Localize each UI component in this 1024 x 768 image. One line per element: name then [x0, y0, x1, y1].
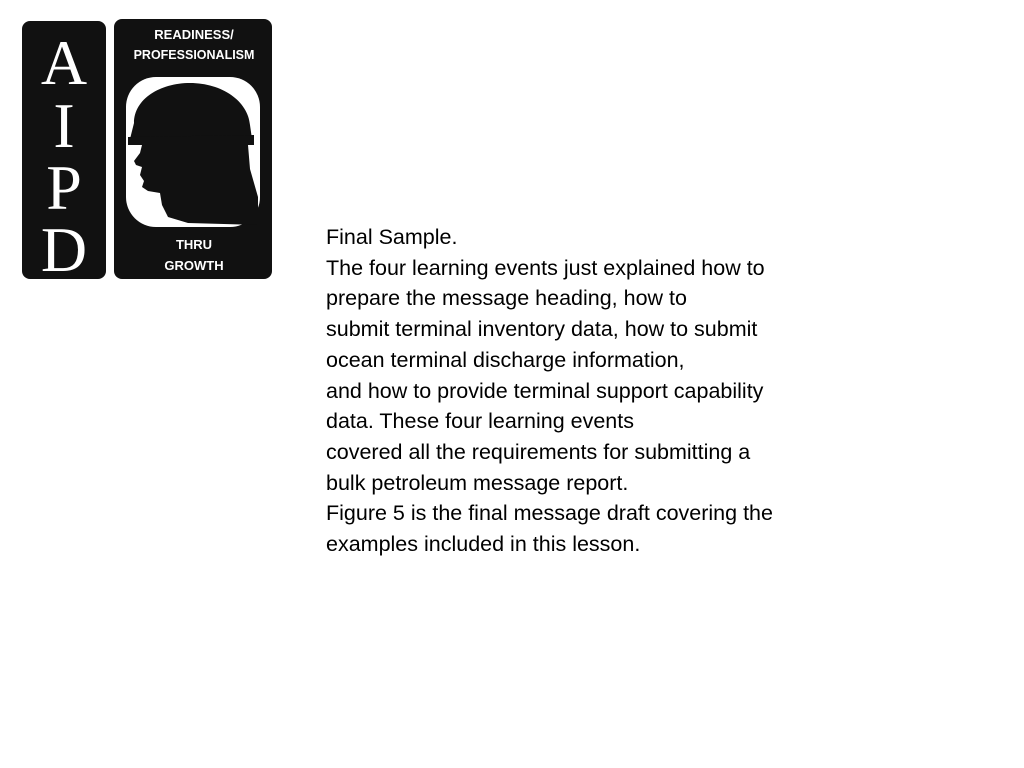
body-text — [326, 222, 926, 560]
logo-bottom-text-2: GROWTH — [164, 258, 224, 273]
body-text-line: ocean terminal discharge information, — [326, 347, 685, 372]
logo-letter-d: D — [40, 214, 88, 280]
body-text-line: data. These four learning events — [326, 409, 634, 434]
body-text-line: Final Sample. — [326, 225, 458, 249]
logo-letter-p: P — [46, 152, 82, 223]
logo-letter-a: A — [40, 27, 88, 98]
body-text-line: submit terminal inventory data, how to submit — [326, 317, 758, 342]
aipd-logo — [22, 19, 273, 280]
logo-top-text-1: READINESS/ — [154, 27, 234, 42]
aipd-logo-graphic — [22, 19, 273, 280]
logo-bottom-text-1: THRU — [175, 237, 213, 252]
logo-top-text-2: PROFESSIONALISM — [133, 48, 255, 62]
body-text-line: examples included in this lesson. — [326, 532, 641, 557]
body-text-line: bulk petroleum message report. — [326, 470, 629, 495]
body-text-line: covered all the requirements for submitting a — [326, 439, 751, 464]
body-text-line: and how to provide terminal support capability — [326, 378, 764, 403]
logo-letter-i: I — [53, 90, 75, 161]
body-text-line: The four learning events just explained how to — [326, 255, 765, 280]
body-text-line: prepare the message heading, how to — [326, 286, 687, 311]
body-text-line: Figure 5 is the final message draft covering the — [326, 501, 773, 526]
